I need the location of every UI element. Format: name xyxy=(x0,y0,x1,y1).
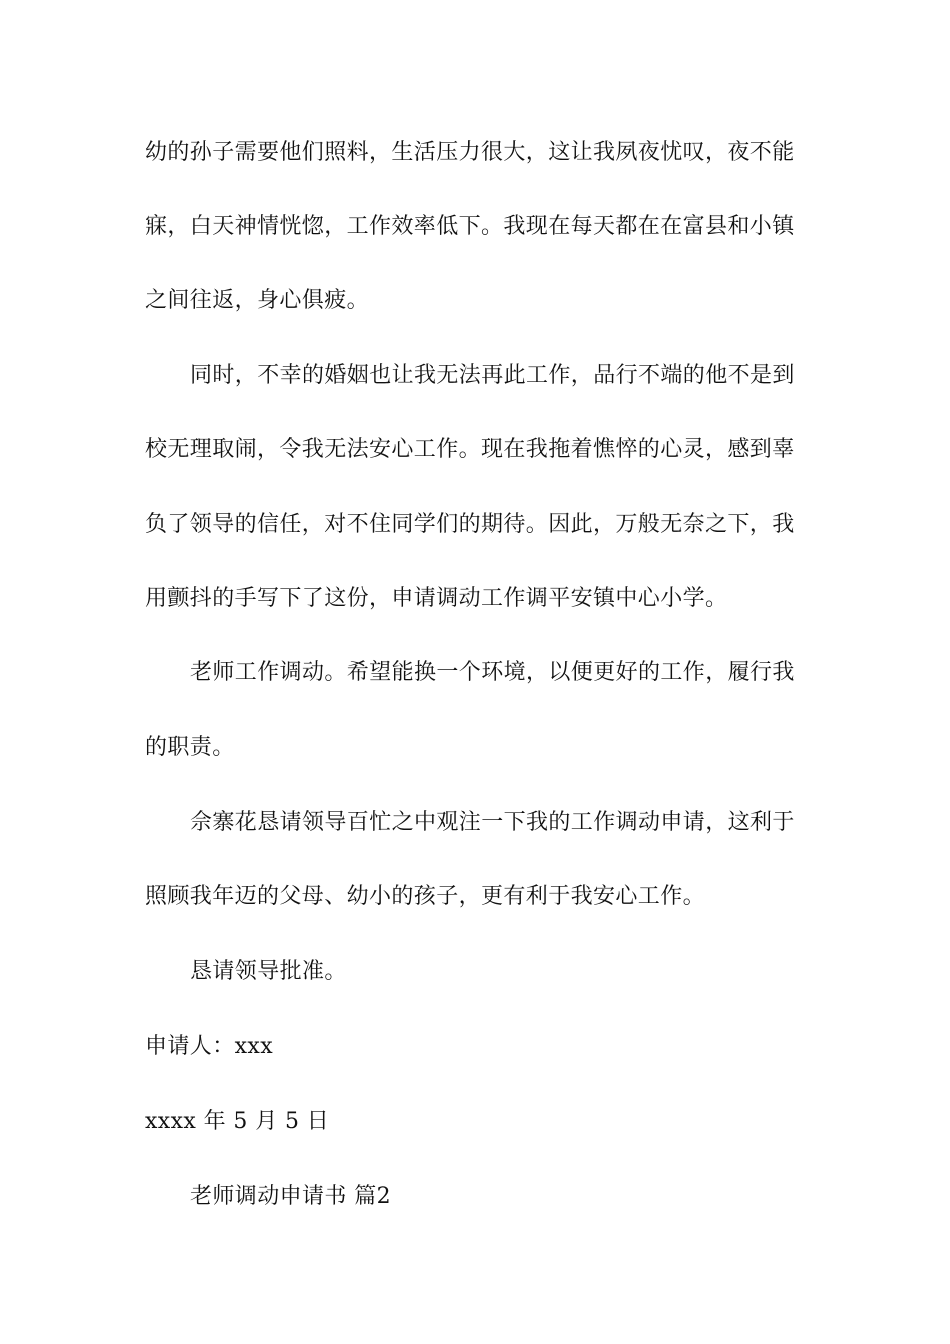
paragraph-line: 负了领导的信任，对不住同学们的期待。因此，万般无奈之下，我 xyxy=(145,512,795,537)
section-heading: 老师调动申请书 篇2 xyxy=(190,1184,391,1209)
paragraph-line: 佘寨花恳请领导百忙之中观注一下我的工作调动申请，这利于 xyxy=(190,810,795,835)
paragraph-line: 同时，不幸的婚姻也让我无法再此工作，品行不端的他不是到 xyxy=(190,363,795,388)
applicant-signature: 申请人：xxx xyxy=(145,1034,274,1059)
paragraph-line: 之间往返，身心俱疲。 xyxy=(145,288,370,313)
paragraph-line: 幼的孙子需要他们照料，生活压力很大，这让我夙夜忧叹，夜不能 xyxy=(145,140,795,165)
paragraph-line: 照顾我年迈的父母、幼小的孩子，更有利于我安心工作。 xyxy=(145,884,706,909)
paragraph-line: 校无理取闹，令我无法安心工作。现在我拖着憔悴的心灵，感到辜 xyxy=(145,437,795,462)
paragraph-line: 的职责。 xyxy=(145,735,235,760)
paragraph-line: 用颤抖的手写下了这份，申请调动工作调平安镇中心小学。 xyxy=(145,586,728,611)
paragraph-line: 恳请领导批准。 xyxy=(190,959,347,984)
paragraph-line: 寐，白天神情恍惚，工作效率低下。我现在每天都在在富县和小镇 xyxy=(145,214,795,239)
signature-date: xxxx 年 5 月 5 日 xyxy=(145,1109,330,1134)
paragraph-line: 老师工作调动。希望能换一个环境，以便更好的工作，履行我 xyxy=(190,660,795,685)
